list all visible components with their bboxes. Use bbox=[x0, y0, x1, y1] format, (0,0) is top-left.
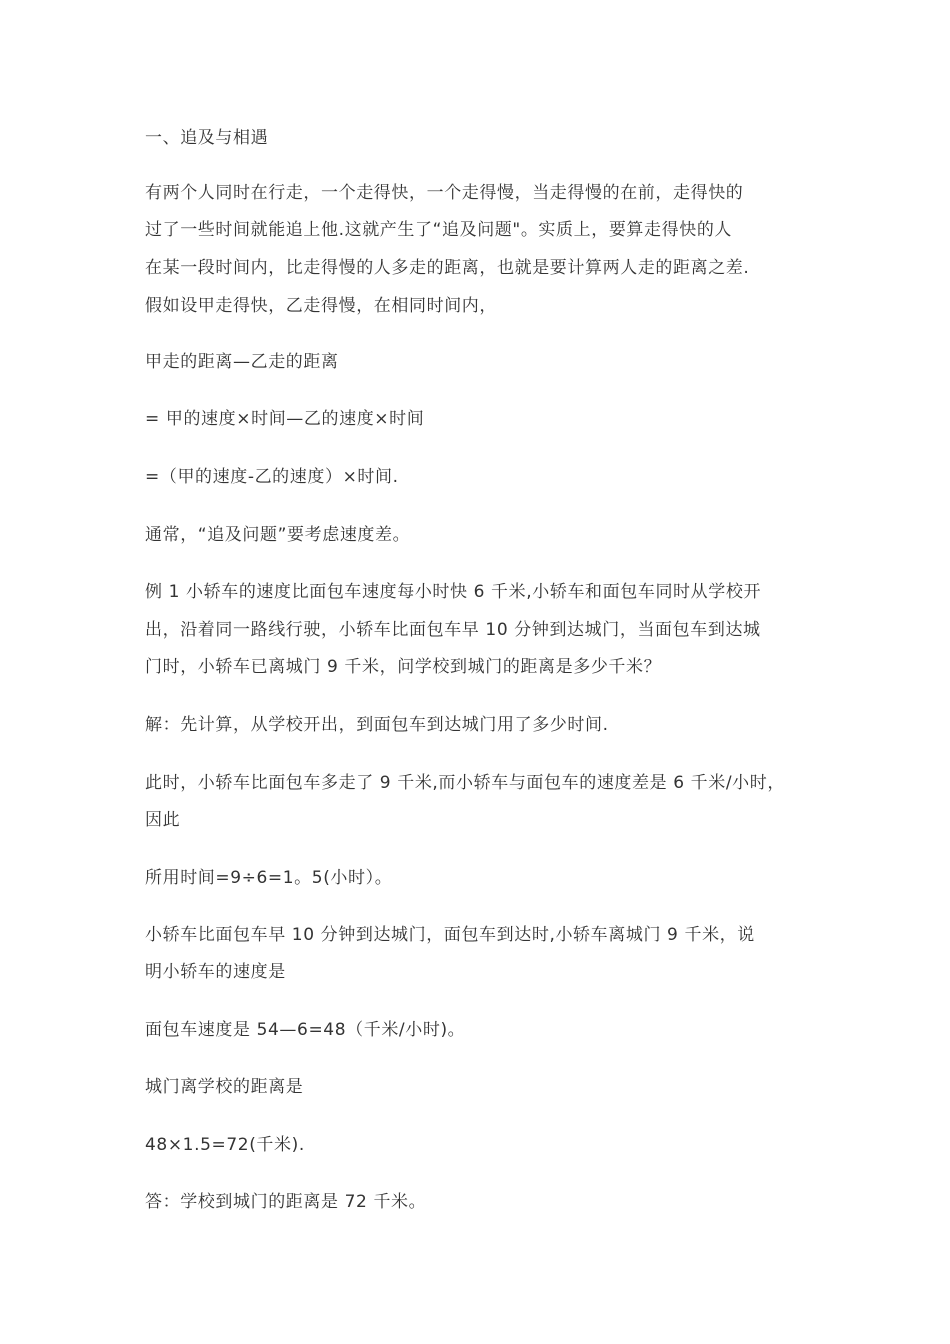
intro-line-2: 过了一些时间就能追上他.这就产生了“追及问题"。实质上，要算走得快的人 bbox=[145, 220, 733, 240]
solution-line-2b: 因此 bbox=[145, 810, 181, 830]
formula-line-1: 甲走的距离—乙走的距离 bbox=[145, 352, 339, 372]
intro-line-1: 有两个人同时在行走，一个走得快，一个走得慢，当走得慢的在前，走得快的 bbox=[145, 183, 744, 203]
note-line: 通常，“追及问题”要考虑速度差。 bbox=[145, 525, 411, 545]
example-line-3: 门时，小轿车已离城门 9 千米，问学校到城门的距离是多少千米？ bbox=[145, 657, 662, 677]
solution-line-1: 解：先计算，从学校开出，到面包车到达城门用了多少时间. bbox=[145, 715, 609, 735]
intro-line-4: 假如设甲走得快，乙走得慢，在相同时间内， bbox=[145, 296, 497, 316]
solution-line-4a: 小轿车比面包车早 10 分钟到达城门，面包车到达时,小轿车离城门 9 千米，说 bbox=[145, 925, 755, 945]
solution-line-2a: 此时，小轿车比面包车多走了 9 千米,而小轿车与面包车的速度差是 6 千米/小时， bbox=[145, 773, 785, 793]
formula-line-2: = 甲的速度×时间—乙的速度×时间 bbox=[145, 409, 425, 429]
example-line-1: 例 1 小轿车的速度比面包车速度每小时快 6 千米,小轿车和面包车同时从学校开 bbox=[145, 582, 762, 602]
section-heading: 一、追及与相遇 bbox=[145, 128, 269, 148]
example-line-2: 出，沿着同一路线行驶，小轿车比面包车早 10 分钟到达城门，当面包车到达城 bbox=[145, 620, 761, 640]
formula-line-3: =（甲的速度-乙的速度）×时间. bbox=[145, 467, 399, 487]
solution-line-5: 面包车速度是 54—6=48（千米/小时)。 bbox=[145, 1020, 466, 1040]
solution-line-7: 48×1.5=72(千米). bbox=[145, 1135, 305, 1155]
solution-line-4b: 明小轿车的速度是 bbox=[145, 962, 286, 982]
solution-line-3: 所用时间=9÷6=1。5(小时）。 bbox=[145, 868, 393, 888]
answer-line: 答：学校到城门的距离是 72 千米。 bbox=[145, 1192, 427, 1212]
solution-line-6: 城门离学校的距离是 bbox=[145, 1077, 304, 1097]
intro-line-3: 在某一段时间内，比走得慢的人多走的距离，也就是要计算两人走的距离之差. bbox=[145, 258, 750, 278]
